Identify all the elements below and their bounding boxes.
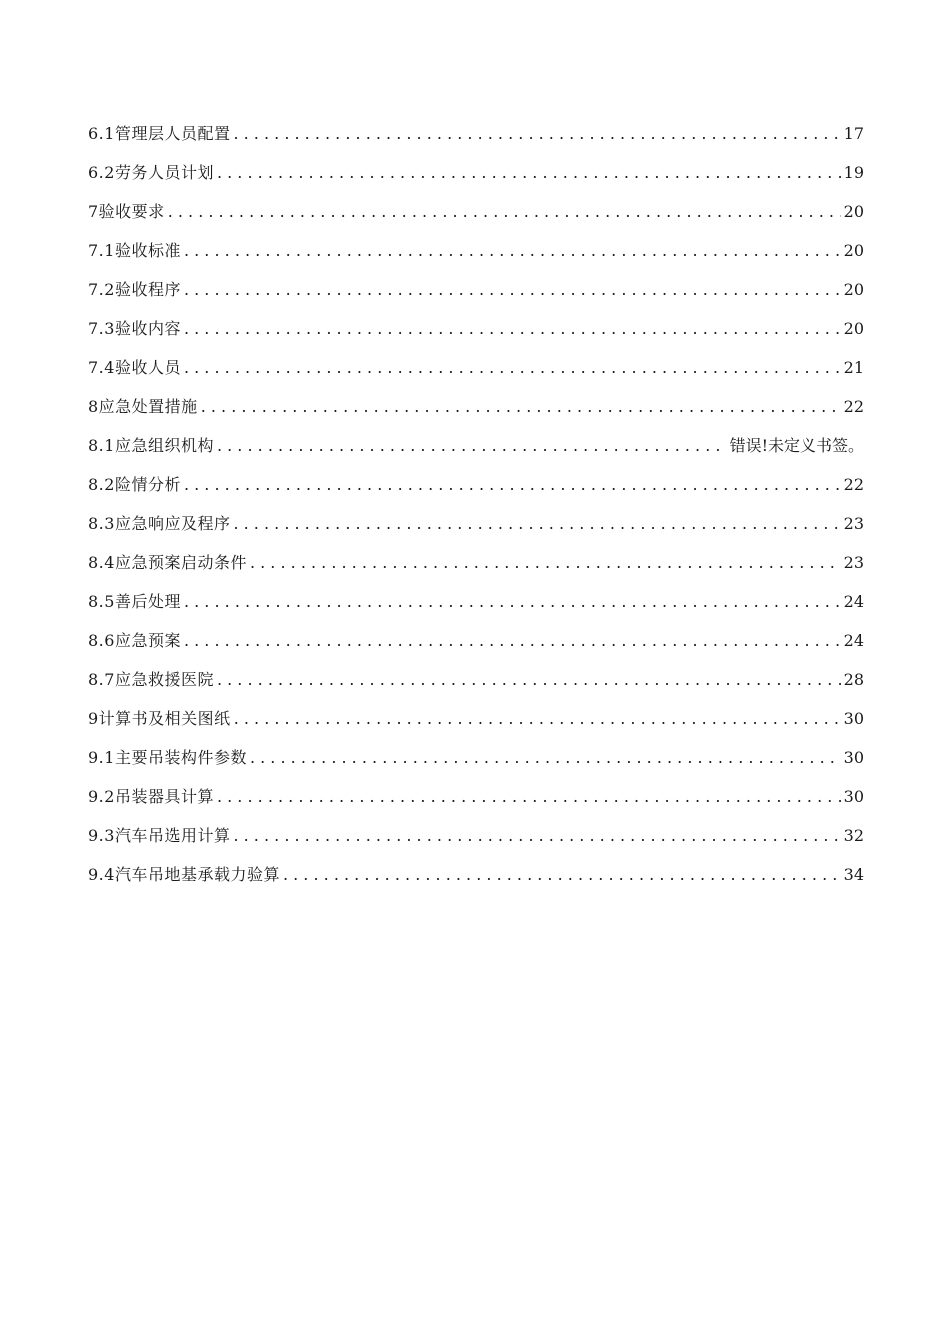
dot-leader <box>234 699 841 738</box>
toc-entry-page: 24 <box>843 592 864 611</box>
toc-entry-title: 7.2验收程序 <box>88 280 181 299</box>
toc-entry-title: 7.4验收人员 <box>88 358 181 377</box>
dot-leader <box>250 543 841 582</box>
toc-entry-page: 20 <box>843 202 864 221</box>
toc-entry-title: 6.2劳务人员计划 <box>88 163 214 182</box>
dot-leader <box>184 231 841 270</box>
toc-entry-title: 8.7应急救援医院 <box>88 670 214 689</box>
toc-entry-page: 错误!未定义书签。 <box>729 436 864 455</box>
toc-entry[interactable] <box>88 738 864 777</box>
dot-leader <box>168 192 841 231</box>
toc-entry-page: 22 <box>843 397 864 416</box>
toc-entry-page: 30 <box>843 787 864 806</box>
toc-entry[interactable] <box>88 231 864 270</box>
dot-leader <box>184 348 841 387</box>
dot-leader <box>250 738 841 777</box>
toc-entry-title: 9计算书及相关图纸 <box>88 709 231 728</box>
toc-entry[interactable] <box>88 114 864 153</box>
toc-entry[interactable] <box>88 465 864 504</box>
dot-leader <box>217 660 841 699</box>
dot-leader <box>184 270 841 309</box>
toc-entry-page: 23 <box>843 514 864 533</box>
toc-entry[interactable] <box>88 504 864 543</box>
toc-entry-page: 28 <box>843 670 864 689</box>
toc-entry-page: 19 <box>843 163 864 182</box>
toc-entry-page: 20 <box>843 241 864 260</box>
toc-entry-title: 9.1主要吊装构件参数 <box>88 748 247 767</box>
toc-entry-title: 9.3汽车吊选用计算 <box>88 826 231 845</box>
toc-entry[interactable] <box>88 153 864 192</box>
toc-entry[interactable] <box>88 855 864 894</box>
toc-entry-page: 32 <box>843 826 864 845</box>
toc-entry-title: 9.2吊装器具计算 <box>88 787 214 806</box>
table-of-contents <box>88 114 864 894</box>
toc-entry[interactable] <box>88 309 864 348</box>
toc-entry[interactable] <box>88 777 864 816</box>
toc-entry-title: 7.3验收内容 <box>88 319 181 338</box>
toc-entry-page: 30 <box>843 748 864 767</box>
toc-entry[interactable] <box>88 270 864 309</box>
toc-entry-page: 24 <box>843 631 864 650</box>
dot-leader <box>217 153 841 192</box>
toc-entry-title: 7.1验收标准 <box>88 241 181 260</box>
toc-entry-title: 8.6应急预案 <box>88 631 181 650</box>
dot-leader <box>217 426 727 465</box>
toc-entry-page: 20 <box>843 319 864 338</box>
dot-leader <box>283 855 841 894</box>
toc-entry[interactable] <box>88 621 864 660</box>
toc-entry-page: 21 <box>843 358 864 377</box>
toc-entry[interactable] <box>88 699 864 738</box>
toc-entry[interactable] <box>88 660 864 699</box>
toc-entry[interactable] <box>88 387 864 426</box>
toc-entry[interactable] <box>88 192 864 231</box>
toc-entry-title: 7验收要求 <box>88 202 165 221</box>
toc-entry-title: 8.5善后处理 <box>88 592 181 611</box>
toc-entry-page: 34 <box>843 865 864 884</box>
dot-leader <box>233 504 840 543</box>
toc-entry-page: 22 <box>843 475 864 494</box>
toc-entry-title: 6.1管理层人员配置 <box>88 124 231 143</box>
toc-entry-title: 8应急处置措施 <box>88 397 198 416</box>
toc-entry[interactable] <box>88 582 864 621</box>
toc-entry-title: 8.4应急预案启动条件 <box>88 553 247 572</box>
toc-entry-title: 8.2险情分析 <box>88 475 181 494</box>
toc-entry-title: 8.3应急响应及程序 <box>88 514 231 533</box>
toc-entry[interactable] <box>88 348 864 387</box>
toc-entry[interactable] <box>88 426 864 465</box>
toc-entry-page: 20 <box>843 280 864 299</box>
toc-entry-page: 23 <box>843 553 864 572</box>
toc-entry-title: 9.4汽车吊地基承载力验算 <box>88 865 280 884</box>
toc-entry-page: 30 <box>843 709 864 728</box>
dot-leader <box>233 114 840 153</box>
toc-entry-title: 8.1应急组织机构 <box>88 436 214 455</box>
toc-entry[interactable] <box>88 816 864 855</box>
dot-leader <box>233 816 840 855</box>
dot-leader <box>217 777 841 816</box>
toc-entry[interactable] <box>88 543 864 582</box>
dot-leader <box>184 309 841 348</box>
dot-leader <box>184 465 841 504</box>
dot-leader <box>184 621 841 660</box>
dot-leader <box>184 582 841 621</box>
dot-leader <box>201 387 841 426</box>
toc-entry-page: 17 <box>843 124 864 143</box>
